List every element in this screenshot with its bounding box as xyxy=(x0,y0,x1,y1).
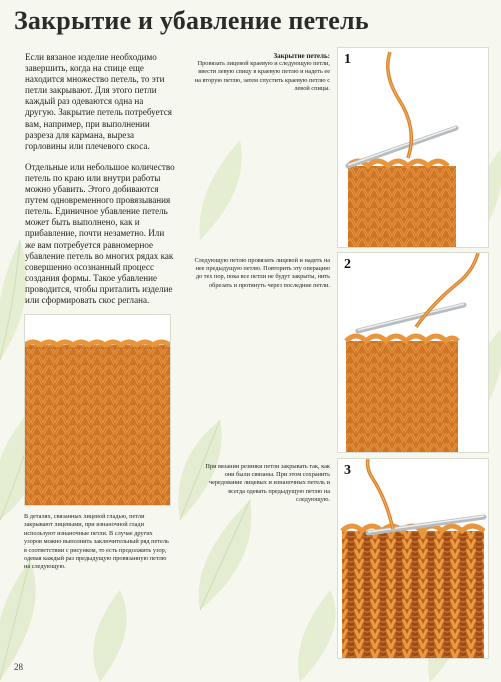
stockinette-swatch-1 xyxy=(338,48,488,247)
yarn-strand-icon xyxy=(416,253,478,327)
intro-paragraph-2: Отдельные или небольшое количество петель по краю или внутри работы можно убавить. Этого добиваются путем одновременного провязывания петель. Единичное убавление петель может быть выполнено, как и прибавление, почти незаметно. Или же вам потребуется равномерное убавление петель во многих рядах как совершенно осознанный процесс создания формы. Такое убавление проводится, чтобы приталить изделие или сформировать скос реглана. xyxy=(25,161,175,305)
step-3-caption xyxy=(194,463,330,504)
step-2-caption xyxy=(194,257,330,290)
sample-caption: В деталях, связанных лицевой гладью, петли закрывают лицевыми, при изнаночной глади используют изнаночные петли. В случае других узоров можно выполнить заключительный ряд петель в соответствии с рисунком, то есть продолжить узор, одевая каждый раз предыдущую провязанную петлю на следующую. xyxy=(24,513,169,571)
step-2-photo xyxy=(338,253,488,452)
step-1-text: Провязать лицевой краевую и следующую петли, ввести левую спицу в краевую петлю и надеть ее на вторую петлю, затем спустить краевую петлю с левой спицы. xyxy=(194,60,330,92)
step-2-text: Следующую петлю провязать лицевой и надеть на нее предыдущую петлю. Повторить эту операцию до тех пор, пока все петли не будут закрыты, нить обрезать и протянуть через последние петли. xyxy=(194,257,330,289)
step-3-photo xyxy=(338,459,488,658)
step-1-caption xyxy=(194,52,330,93)
step-1-photo xyxy=(338,48,488,247)
sample-photo xyxy=(25,315,170,505)
step-3-number: 3 xyxy=(344,463,351,478)
intro-paragraph-1: Если вязаное изделие необходимо завершить, когда на спице еще находится множество петель, то эти петли закрывают. Для этого петли каждый раз одеваются одна на другую. Закрытие петель потребуется вам, например, при выполнении разреза для кармана, выреза горловины или плечевого скоса. xyxy=(25,52,172,151)
page-number: 28 xyxy=(14,662,23,672)
yarn-strand-icon xyxy=(368,459,393,529)
stockinette-swatch-2 xyxy=(338,253,488,452)
knitting-needle-icon xyxy=(358,305,464,331)
yarn-strand-icon xyxy=(388,52,412,158)
stockinette-sample xyxy=(25,315,170,505)
step-3-text: При вязании резинки петли закрывать так, как они были связаны. При этом сохранить чередование лицевых и изнаночных петель и всегда одевать предыдущую петлю на следующую. xyxy=(205,463,330,503)
ribbing-swatch xyxy=(338,459,488,658)
page-title: Закрытие и убавление петель xyxy=(14,6,369,35)
intro-text xyxy=(25,52,175,316)
step-2-number: 2 xyxy=(344,257,351,272)
step-1-number: 1 xyxy=(344,52,351,67)
step-1-title: Закрытие петель: xyxy=(273,52,330,60)
